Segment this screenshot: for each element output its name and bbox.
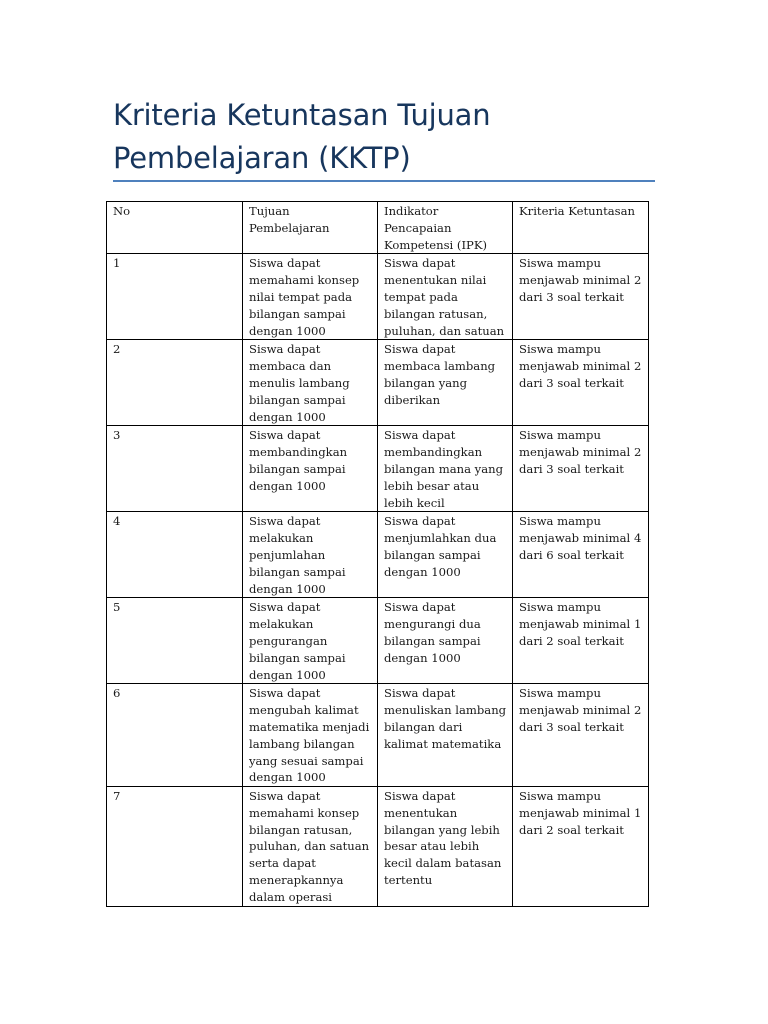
table-row [107,426,649,512]
table-header-row [107,202,649,254]
cell-no: 2 [107,340,243,426]
table-row [107,254,649,340]
page-title: Kriteria Ketuntasan Tujuan Pembelajaran (KKTP) [113,98,491,175]
cell-tujuan: Siswa dapat mengubah kalimat matematika menjadi lambang bilangan yang sesuai sampai dengan 1000 [243,684,378,787]
cell-no: 1 [107,254,243,340]
cell-indikator: Siswa dapat menentukan nilai tempat pada bilangan ratusan, puluhan, dan satuan [378,254,513,340]
cell-no: 6 [107,684,243,787]
header-indikator-ipk: Indikator Pencapaian Kompetensi (IPK) [378,202,513,254]
cell-kriteria: Siswa mampu menjawab minimal 2 dari 3 soal terkait [513,254,649,340]
cell-kriteria: Siswa mampu menjawab minimal 2 dari 3 soal terkait [513,340,649,426]
cell-tujuan: Siswa dapat memahami konsep bilangan ratusan, puluhan, dan satuan serta dapat menerapkannya dalam operasi [243,787,378,907]
cell-no: 5 [107,598,243,684]
table-row [107,787,649,907]
cell-kriteria: Siswa mampu menjawab minimal 4 dari 6 soal terkait [513,512,649,598]
cell-no: 4 [107,512,243,598]
table-row [107,340,649,426]
cell-no: 7 [107,787,243,907]
table-row [107,598,649,684]
header-tujuan-pembelajaran: Tujuan Pembelajaran [243,202,378,254]
cell-tujuan: Siswa dapat memahami konsep nilai tempat pada bilangan sampai dengan 1000 [243,254,378,340]
table-row [107,512,649,598]
cell-kriteria: Siswa mampu menjawab minimal 1 dari 2 soal terkait [513,787,649,907]
cell-no: 3 [107,426,243,512]
cell-indikator: Siswa dapat membaca lambang bilangan yang diberikan [378,340,513,426]
cell-tujuan: Siswa dapat membandingkan bilangan sampai dengan 1000 [243,426,378,512]
cell-indikator: Siswa dapat menentukan bilangan yang lebih besar atau lebih kecil dalam batasan tertentu [378,787,513,907]
cell-tujuan: Siswa dapat melakukan pengurangan bilangan sampai dengan 1000 [243,598,378,684]
cell-kriteria: Siswa mampu menjawab minimal 2 dari 3 soal terkait [513,684,649,787]
cell-tujuan: Siswa dapat membaca dan menulis lambang bilangan sampai dengan 1000 [243,340,378,426]
cell-indikator: Siswa dapat menjumlahkan dua bilangan sampai dengan 1000 [378,512,513,598]
title-underline-divider [113,180,655,182]
table-row [107,684,649,787]
header-kriteria-ketuntasan: Kriteria Ketuntasan [513,202,649,254]
cell-tujuan: Siswa dapat melakukan penjumlahan bilangan sampai dengan 1000 [243,512,378,598]
cell-indikator: Siswa dapat membandingkan bilangan mana yang lebih besar atau lebih kecil [378,426,513,512]
cell-indikator: Siswa dapat menuliskan lambang bilangan dari kalimat matematika [378,684,513,787]
header-no: No [107,202,243,254]
kktp-table [106,201,649,907]
cell-indikator: Siswa dapat mengurangi dua bilangan sampai dengan 1000 [378,598,513,684]
cell-kriteria: Siswa mampu menjawab minimal 1 dari 2 soal terkait [513,598,649,684]
cell-kriteria: Siswa mampu menjawab minimal 2 dari 3 soal terkait [513,426,649,512]
